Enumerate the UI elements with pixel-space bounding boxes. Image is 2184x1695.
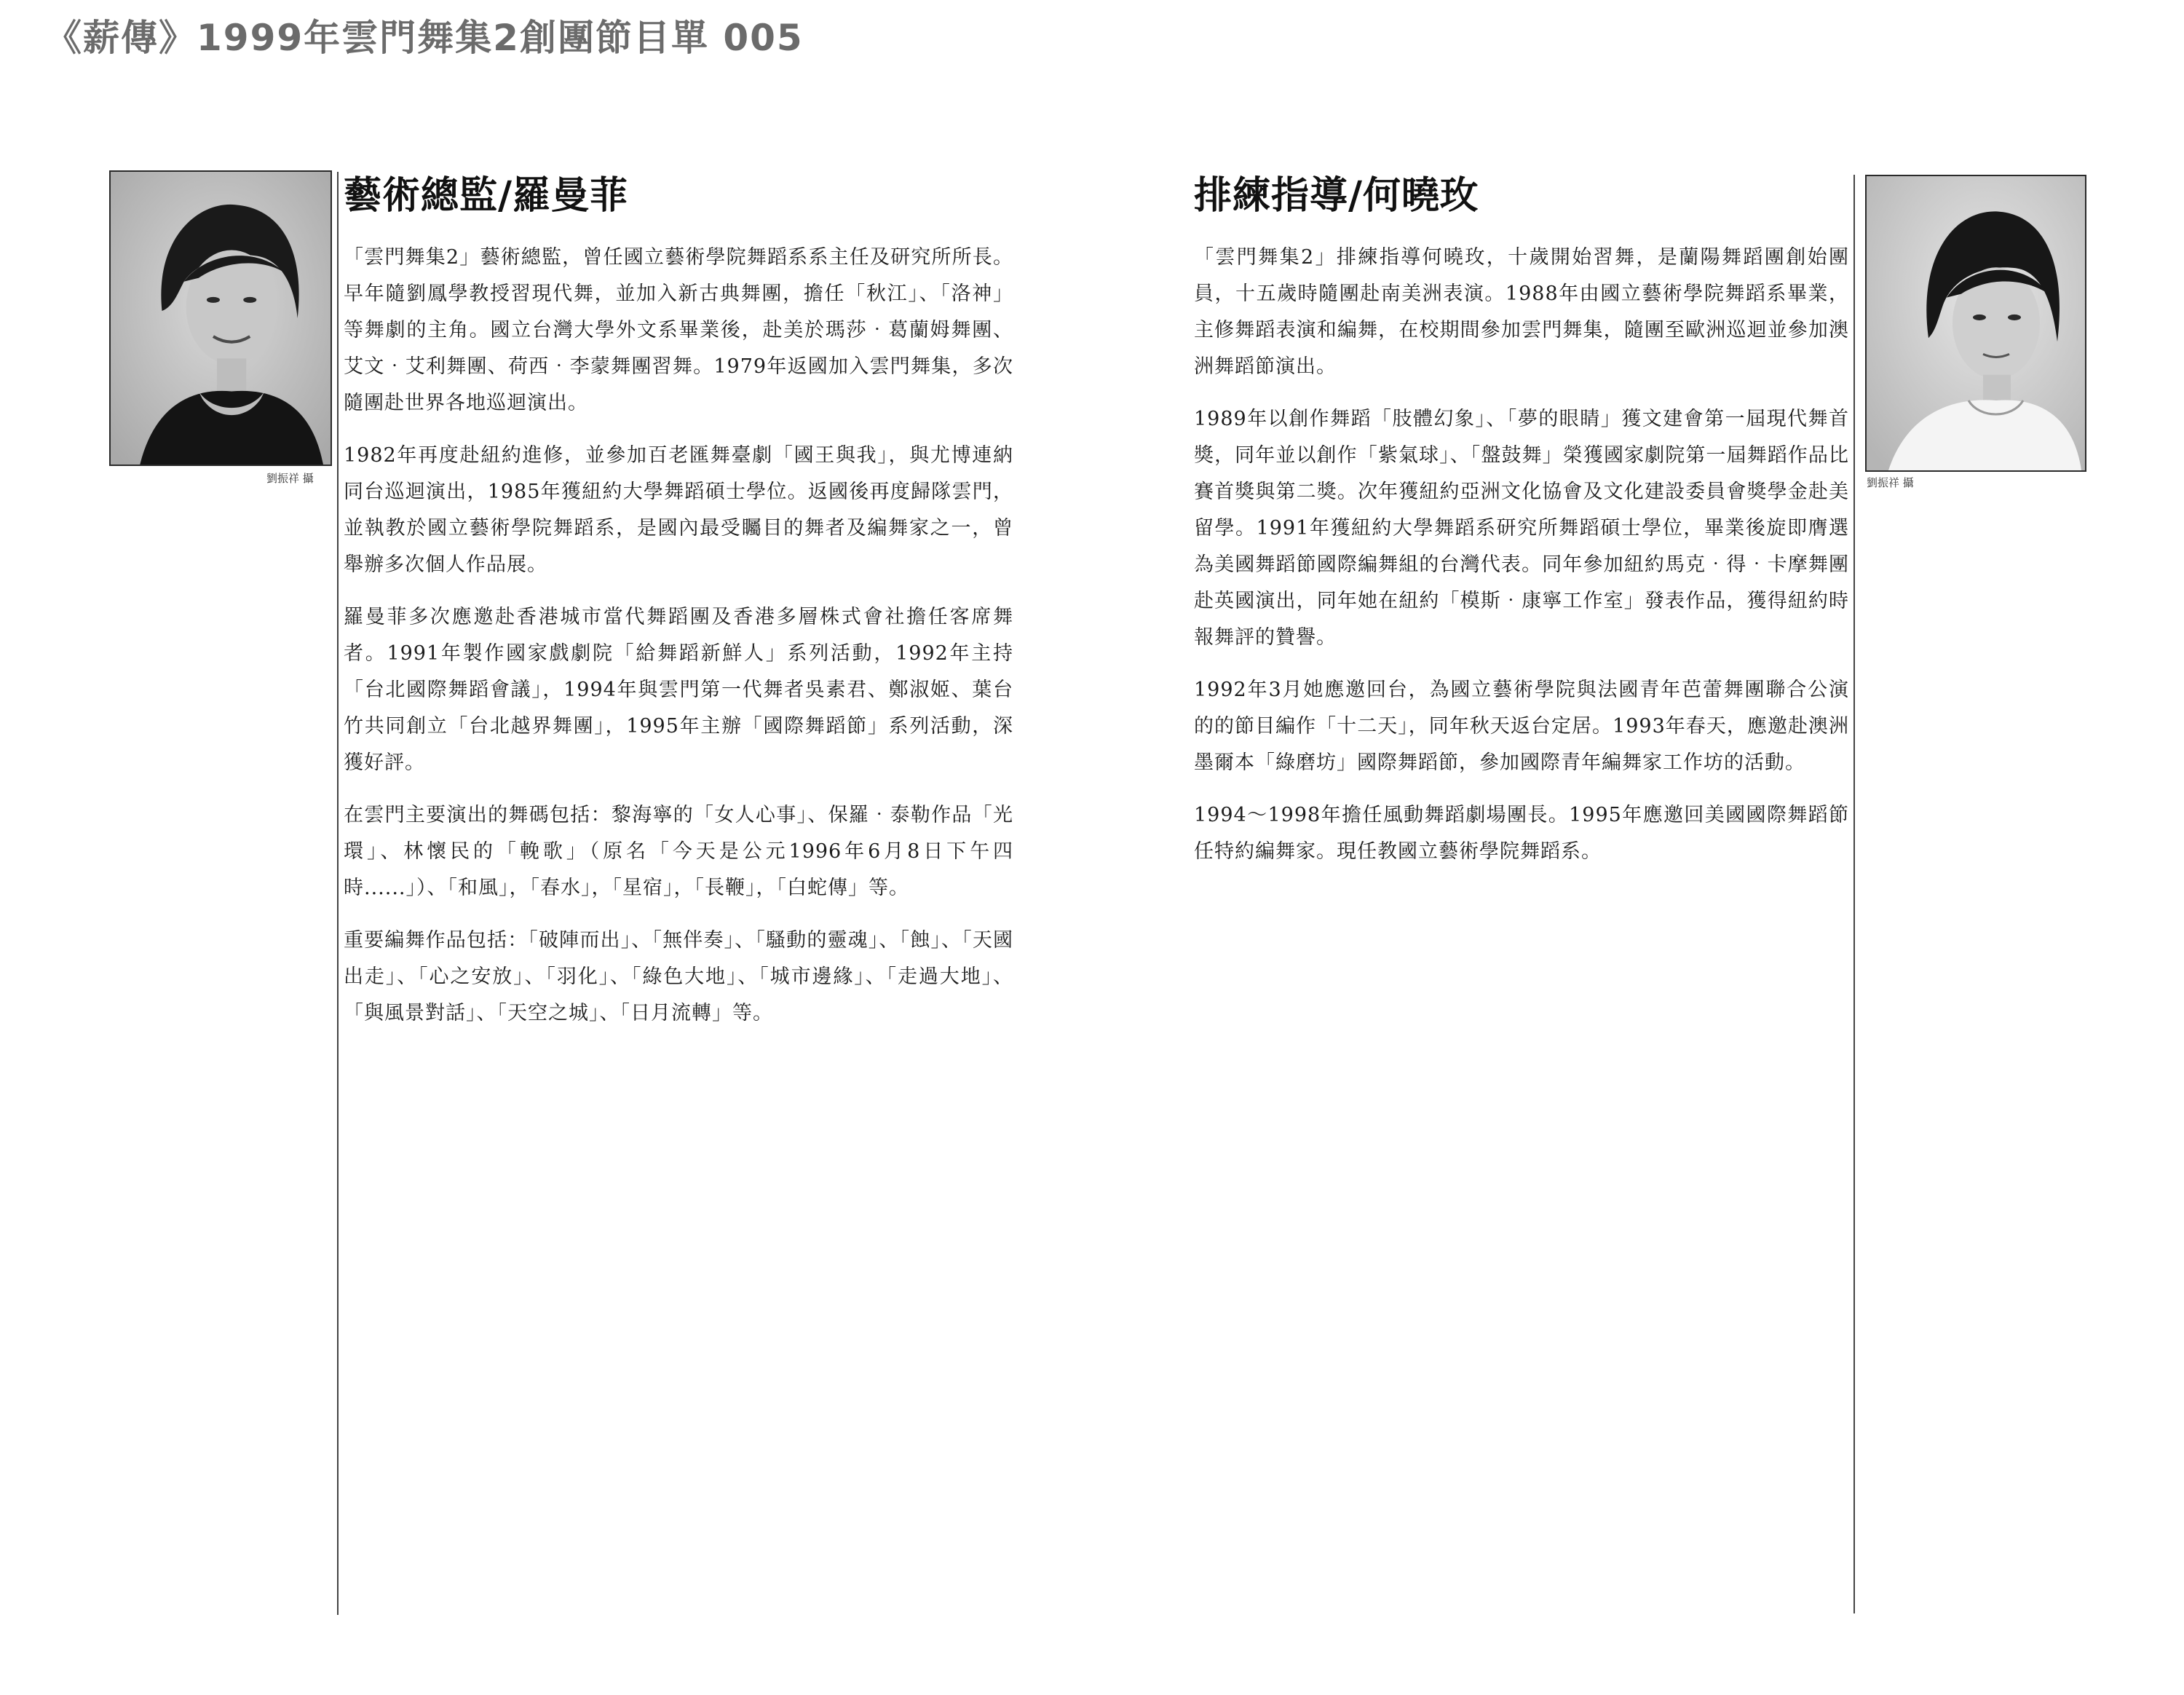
section-rehearsal-director [1194,165,1849,886]
heading-rehearsal-director: 排練指導/何曉玫 [1194,173,1479,218]
portrait-image-left [111,172,331,465]
divider-right [1853,175,1855,1613]
heading-artistic-director: 藝術總監/羅曼菲 [344,173,628,218]
photo-credit-right: 劉振祥 攝 [1867,476,1914,489]
divider-left [337,172,339,1615]
paragraph: 重要編舞作品包括：「破陣而出」、「無伴奏」、「騷動的靈魂」、「蝕」、「天國出走」、「心之安放」、「羽化」、「綠色大地」、「城市邊緣」、「走過大地」、「與風景對話」、「天空之城」、「日月流轉」等。 [344,929,1013,1024]
paragraph: 1982年再度赴紐約進修，並參加百老匯舞臺劇「國王與我」，與尤博連納同台巡迴演出，1985年獲紐約大學舞蹈碩士學位。返國後再度歸隊雲門，並執教於國立藝術學院舞蹈系，是國內最受矚目的舞者及編舞家之一，曾舉辦多次個人作品展。 [344,444,1013,576]
paragraph: 1989年以創作舞蹈「肢體幻象」、「夢的眼睛」獲文建會第一屆現代舞首獎，同年並以創作「紫氣球」、「盤鼓舞」榮獲國家劇院第一屆舞蹈作品比賽首獎與第二獎。次年獲紐約亞洲文化協會及文化建設委員會獎學金赴美留學。1991年獲紐約大學舞蹈系研究所舞蹈碩士學位，畢業後旋即膺選為美國舞蹈節國際編舞組的台灣代表。同年參加紐約馬克‧得‧卡摩舞團赴英國演出，同年她在紐約「模斯‧康寧工作室」發表作品，獲得紐約時報舞評的贊譽。 [1194,408,1849,649]
section-artistic-director [344,165,1013,1048]
photo-credit-left: 劉振祥 攝 [266,472,314,485]
paragraph: 「雲門舞集2」排練指導何曉玫，十歲開始習舞，是蘭陽舞蹈團創始團員，十五歲時隨團赴南美洲表演。1988年由國立藝術學院舞蹈系畢業，主修舞蹈表演和編舞，在校期間參加雲門舞集，隨團至歐洲巡迴並參加澳洲舞蹈節演出。 [1194,246,1849,378]
paragraph: 1992年3月她應邀回台，為國立藝術學院與法國青年芭蕾舞團聯合公演的的節目編作「十二天」，同年秋天返台定居。1993年春天，應邀赴澳洲墨爾本「綠磨坊」國際舞蹈節，參加國際青年編舞家工作坊的活動。 [1194,679,1849,774]
portrait-image-right [1867,176,2085,470]
portrait-photo-lo-man-fei [109,170,332,466]
paragraph: 羅曼菲多次應邀赴香港城市當代舞蹈團及香港多層株式會社擔任客席舞者。1991年製作國家戲劇院「給舞蹈新鮮人」系列活動，1992年主持「台北國際舞蹈會議」，1994年與雲門第一代舞者吳素君、鄭淑姬、葉台竹共同創立「台北越界舞團」，1995年主辦「國際舞蹈節」系列活動，深獲好評。 [344,606,1013,774]
portrait-photo-ho-hsiao-mei [1865,175,2086,472]
page-header-title: 《薪傳》1999年雲門舞集2創團節目單 005 [45,17,804,59]
paragraph: 在雲門主要演出的舞碼包括：黎海寧的「女人心事」、保羅‧泰勒作品「光環」、林懷民的「輓歌」（原名「今天是公元1996年6月8日下午四時......」）、「和風」，「春水」，「星宿」，「長鞭」，「白蛇傳」等。 [344,804,1013,899]
paragraph: 「雲門舞集2」藝術總監，曾任國立藝術學院舞蹈系系主任及研究所所長。早年隨劉鳳學教授習現代舞，並加入新古典舞團，擔任「秋江」、「洛神」等舞劇的主角。國立台灣大學外文系畢業後，赴美於瑪莎‧葛蘭姆舞團、艾文‧艾利舞團、荷西‧李蒙舞團習舞。1979年返國加入雲門舞集，多次隨團赴世界各地巡迴演出。 [344,246,1013,414]
paragraph: 1994～1998年擔任風動舞蹈劇場團長。1995年應邀回美國國際舞蹈節任特約編舞家。現任教國立藝術學院舞蹈系。 [1194,804,1849,863]
